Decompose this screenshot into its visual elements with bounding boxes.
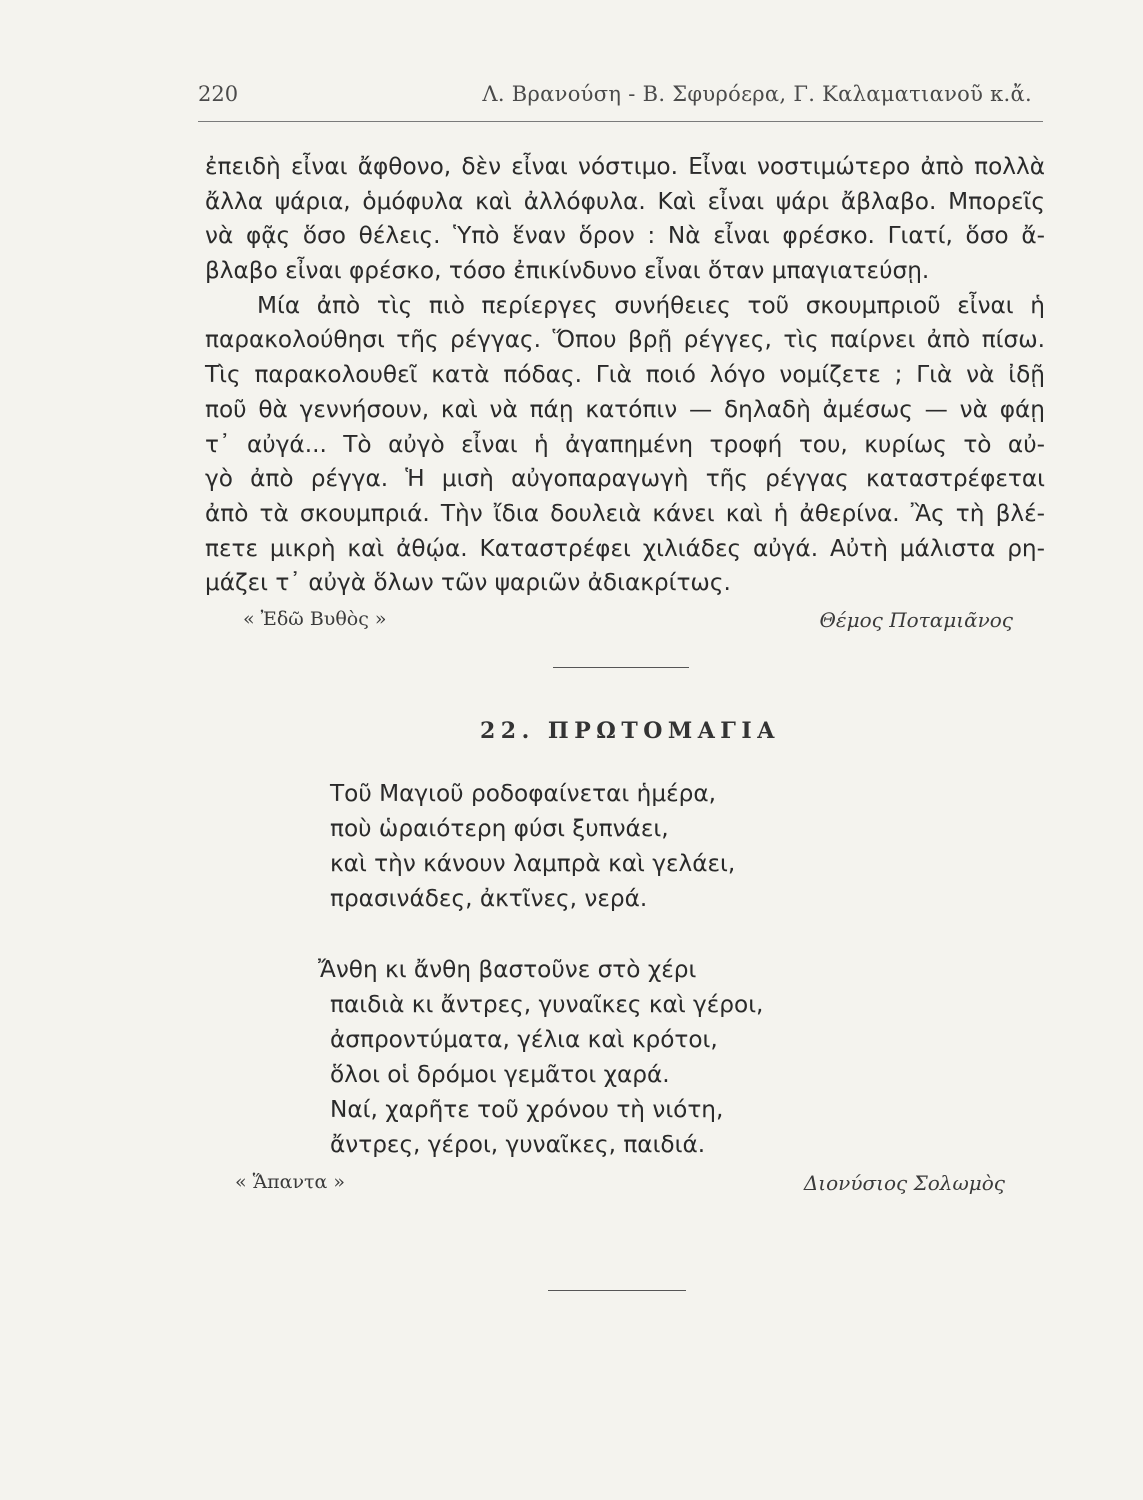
poem-verse: ποὺ ὡραιότερη φύσι ξυπνάει, (330, 815, 669, 842)
prose-line: πετε μικρὴ καὶ ἀθῴα. Καταστρέφει χιλιάδες αὐγά. Αὐτὴ μάλιστα ρη- (205, 534, 1045, 562)
prose-line: ἀπὸ τὰ σκουμπριά. Τὴν ἴδια δουλειὰ κάνει καὶ ἡ ἀθερίνα. Ἂς τὴ βλέ- (205, 499, 1045, 527)
prose-line: τ᾽ αὐγά... Τὸ αὐγὸ εἶναι ἡ ἀγαπημένη τροφή του, κυρίως τὸ αὐ- (205, 430, 1045, 458)
poem-verse: Ἄνθη κι ἄνθη βαστοῦνε στὸ χέρι (318, 956, 697, 983)
attribution-author: Θέμος Ποταμιᾶνος (819, 608, 1013, 632)
prose-line: βλαβο εἶναι φρέσκο, τόσο ἐπικίνδυνο εἶναι ὅταν μπαγιατεύσῃ. (205, 257, 930, 285)
poem-verse: Τοῦ Μαγιοῦ ροδοφαίνεται ἡμέρα, (330, 780, 716, 807)
poem-verse: πρασινάδες, ἀκτῖνες, νερά. (330, 885, 648, 912)
attribution-source: « Ἅπαντα » (235, 1171, 346, 1193)
poem-attribution (235, 1171, 1005, 1201)
poem-verse: ὅλοι οἱ δρόμοι γεμᾶτοι χαρά. (330, 1061, 670, 1088)
prose-line: Μία ἀπὸ τὶς πιὸ περίεργες συνήθειες τοῦ σκουμπριοῦ εἶναι ἡ (257, 291, 1045, 319)
prose-line: ἐπειδὴ εἶναι ἄφθονο, δὲν εἶναι νόστιμο. Εἶναι νοστιμώτερο ἀπὸ πολλὰ (205, 153, 1045, 180)
poem-stanza-1 (330, 776, 850, 916)
prose-line: νὰ φᾷς ὅσο θέλεις. Ὑπὸ ἕναν ὅρον : Νὰ εἶναι φρέσκο. Γιατί, ὅσο ἄ- (205, 222, 1045, 250)
poem-verse: καὶ τὴν κάνουν λαμπρὰ καὶ γελάει, (330, 850, 736, 877)
poem-verse: παιδιὰ κι ἄντρες, γυναῖκες καὶ γέροι, (330, 991, 764, 1018)
prose-passage (205, 150, 1045, 601)
prose-line: παρακολούθησι τῆς ρέγγας. Ὅπου βρῇ ρέγγες, τὶς παίρνει ἀπὸ πίσω. (205, 326, 1045, 354)
attribution-author: Διονύσιος Σολωμὸς (803, 1171, 1005, 1195)
section-divider (553, 667, 689, 668)
prose-line: ποῦ θὰ γεννήσουν, καὶ νὰ πάῃ κατόπιν — δηλαδὴ ἀμέσως — νὰ φάῃ (205, 395, 1045, 423)
attribution-source: « Ἐδῶ Βυθὸς » (243, 608, 387, 630)
header-rule (198, 121, 1043, 122)
running-head: Λ. Βρανούση - Β. Σφυρόερα, Γ. Καλαματιανοῦ κ.ἄ. (482, 82, 1032, 106)
prose-attribution (243, 608, 1013, 638)
prose-line: ἄλλα ψάρια, ὁμόφυλα καὶ ἀλλόφυλα. Καὶ εἶναι ψάρι ἄβλαβο. Μπορεῖς (205, 187, 1045, 215)
prose-line: Τὶς παρακολουθεῖ κατὰ πόδας. Γιὰ ποιό λόγο νομίζετε ; Γιὰ νὰ ἰδῇ (205, 361, 1045, 389)
poem-stanza-2 (318, 952, 838, 1162)
page-header (198, 82, 1046, 116)
poem-verse: ἄντρες, γέροι, γυναῖκες, παιδιά. (330, 1131, 706, 1158)
section-title: 22. ΠΡΩΤΟΜΑΓΙΑ (480, 718, 780, 744)
poem-verse: ἀσπροντύματα, γέλια καὶ κρότοι, (330, 1026, 718, 1053)
prose-line: γὸ ἀπὸ ρέγγα. Ἡ μισὴ αὐγοπαραγωγὴ τῆς ρέγγας καταστρέφεται (205, 465, 1045, 493)
page-number: 220 (198, 82, 239, 106)
prose-line: μάζει τ᾽ αὐγὰ ὅλων τῶν ψαριῶν ἀδιακρίτως. (205, 569, 731, 597)
poem-verse: Ναί, χαρῆτε τοῦ χρόνου τὴ νιότη, (330, 1096, 724, 1123)
section-divider (548, 1290, 686, 1291)
